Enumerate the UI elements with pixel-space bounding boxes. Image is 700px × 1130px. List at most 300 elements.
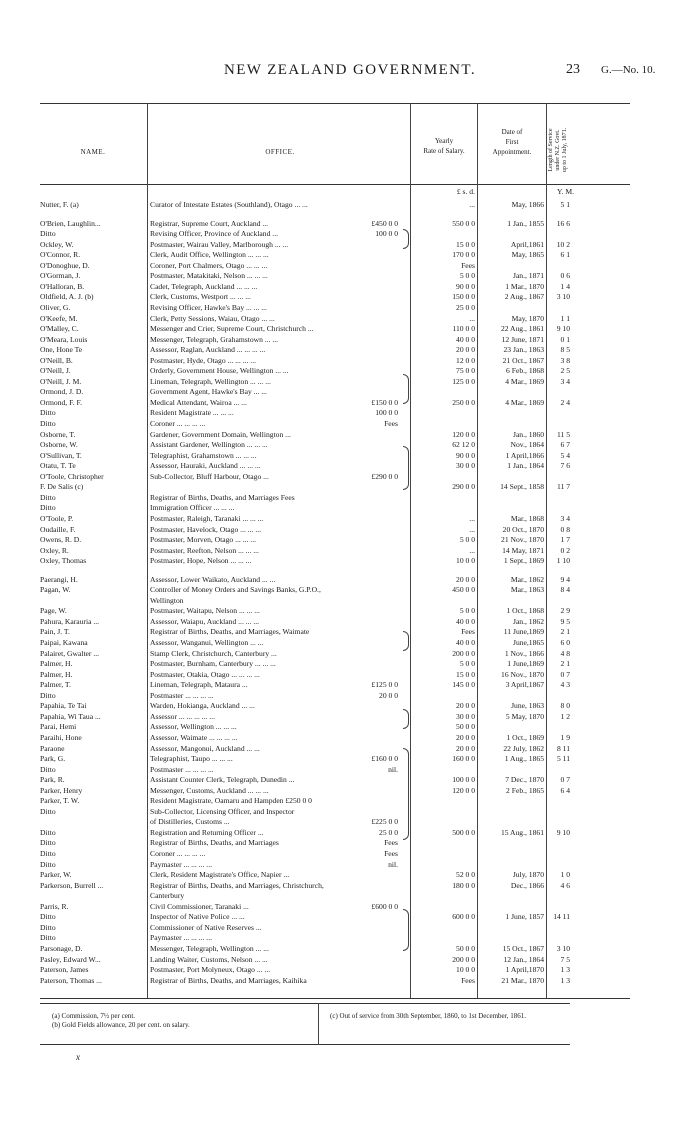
cell-name: O'Halloran, B.	[40, 281, 85, 291]
cell-appt: 7 Dec., 1870	[505, 775, 544, 785]
cell-service: 6 1	[560, 250, 570, 260]
cell-appt: 20 Oct., 1870	[502, 524, 544, 534]
cell-office: Cadet, Telegraph, Auckland ... ... ...	[150, 281, 258, 291]
cell-service: 4 6	[560, 880, 570, 890]
cell-office: Postmaster ... ... ... ...	[150, 764, 214, 774]
cell-name: Papahia, Te Tai	[40, 701, 87, 711]
cell-name: Paerangi, H.	[40, 574, 78, 584]
cell-name: Pagan, W.	[40, 585, 71, 595]
cell-salary: 120 0 0	[452, 429, 475, 439]
cell-service: 9 5	[560, 616, 570, 626]
service-heading-line1: Length of Service	[548, 128, 554, 172]
cell-service: 10 2	[556, 239, 570, 249]
cell-service: 3 10	[556, 292, 570, 302]
cell-salary: ...	[469, 200, 475, 209]
cell-salary: 90 0 0	[456, 281, 475, 291]
cell-office: Registrar of Births, Deaths, and Marriages Fees	[150, 492, 295, 502]
cell-salary: 50 0 0	[456, 722, 475, 732]
cell-office: Inspector of Native Police ... ...	[150, 912, 245, 922]
cell-name: Ockley, W.	[40, 239, 74, 249]
cell-service: 2 9	[560, 606, 570, 616]
cell-name: Ditto	[40, 838, 56, 848]
cell-office: Resident Magistrate, Oamaru and Hampden £250 0 0	[150, 796, 312, 806]
cell-amount: 25 0 0	[379, 827, 398, 837]
cell-name: Palairet, Gwalter ...	[40, 648, 100, 658]
cell-appt: 21 Oct., 1867	[502, 355, 544, 365]
cell-office: Assessor, Wanganui, Wellington ... ...	[150, 638, 264, 647]
cell-name: Paterson, James	[40, 965, 89, 975]
cell-office: Postmaster, Raleigh, Taranaki ... ... ...	[150, 513, 264, 523]
cell-appt: May, 1870	[511, 313, 544, 323]
cell-salary: 30 0 0	[456, 711, 475, 721]
cell-name: Osborne, T.	[40, 429, 76, 439]
cell-appt: Dec., 1866	[510, 880, 544, 890]
cell-office: Telegraphist, Grahamstown ... ... ...	[150, 450, 257, 460]
cell-office: Messenger, Telegraph, Wellington ... ...	[150, 943, 269, 953]
cell-name: Parsonage, D.	[40, 943, 83, 953]
cell-service: 3 8	[560, 355, 570, 365]
cell-name: O'Connor, R.	[40, 250, 81, 260]
cell-amount: £290 0 0	[371, 471, 398, 481]
cell-appt: 22 July, 1862	[503, 743, 544, 753]
cell-appt: Jan., 1860	[512, 429, 544, 439]
cell-name: Parker, W.	[40, 870, 72, 880]
cell-salary: 5 0 0	[459, 535, 475, 545]
cell-name: Ormond, F. F.	[40, 397, 83, 407]
cell-name: Ditto	[40, 229, 56, 239]
cell-name: O'Brien, Laughlin...	[40, 218, 101, 228]
cell-name: O'Gorman, J.	[40, 271, 81, 281]
cell-office: Postmaster, Hyde, Otago ... ... ... ...	[150, 355, 256, 365]
cell-name: Palmer, H.	[40, 669, 73, 679]
cell-service: 14 11	[553, 912, 570, 922]
cell-office: Postmaster, Hope, Nelson ... ... ...	[150, 556, 252, 566]
cell-office: Registrar of Births, Deaths, and Marriages, Waimate	[150, 627, 310, 637]
cell-name: Parris, R.	[40, 901, 69, 911]
cell-office: Assessor ... ... ... ... ...	[150, 711, 215, 721]
cell-name: Ormond, J. D.	[40, 387, 84, 397]
cell-service: 2 5	[560, 366, 570, 376]
cell-salary: ...	[469, 545, 475, 555]
cell-salary: 250 0 0	[452, 397, 475, 407]
cell-service: 1 2	[560, 711, 570, 721]
cell-office: Assistant Gardener, Wellington ... ... ...	[150, 440, 268, 450]
cell-office: Assessor, Wellington ... ... ...	[150, 722, 237, 732]
cell-service: 3 4	[560, 376, 570, 386]
cell-office: Sub-Collector, Licensing Officer, and Inspector	[150, 806, 295, 816]
cell-salary: Fees	[461, 260, 475, 270]
cell-service: 7 6	[560, 461, 570, 471]
cell-name: Oxley, Thomas	[40, 556, 87, 566]
cell-service: 1 9	[560, 732, 570, 742]
footnote-b: (b) Gold Fields allowance, 20 per cent. on salary.	[52, 1021, 190, 1029]
salary-units: £ s. d.	[456, 187, 475, 196]
cell-service: 2 1	[560, 659, 570, 669]
cell-name: Oudaille, F.	[40, 524, 76, 534]
cell-salary: 20 0 0	[456, 732, 475, 742]
cell-name: O'Toole, Christopher	[40, 471, 104, 481]
cell-appt: Jan., 1862	[512, 616, 544, 626]
cell-office: Orderly, Government House, Wellington ... ...	[150, 366, 289, 376]
cell-name: Oldfield, A. J. (b)	[40, 292, 94, 302]
cell-name: O'Neill, J. M.	[40, 376, 82, 386]
cell-salary: 20 0 0	[456, 574, 475, 584]
cell-name: Park, G.	[40, 754, 66, 764]
cell-appt: Nov., 1864	[510, 440, 544, 450]
cell-name: Ditto	[40, 827, 56, 837]
cell-office: Telegraphist, Taupo ... ... ...	[150, 754, 233, 764]
cell-office: Assistant Counter Clerk, Telegraph, Dunedin ...	[150, 775, 295, 785]
cell-name: Paraone	[40, 743, 65, 753]
cell-appt: 21 Nov., 1870	[501, 535, 544, 545]
cell-service: 6 7	[560, 440, 570, 450]
cell-office: Registrar of Births, Deaths, and Marriages, Christchurch,	[150, 880, 324, 890]
cell-office: Revising Officer, Province of Auckland ...	[150, 229, 278, 239]
cell-service: 5 4	[560, 450, 570, 460]
cell-salary: 20 0 0	[456, 743, 475, 753]
cell-service: 5 11	[556, 754, 570, 764]
cell-name: O'Neill, J.	[40, 366, 71, 376]
cell-office: Landing Waiter, Customs, Nelson ... ...	[150, 954, 268, 964]
cell-name: One, Hone Te	[40, 345, 83, 355]
cell-service: 1 3	[560, 975, 570, 985]
cell-office: Clerk, Resident Magistrate's Office, Napier ...	[150, 870, 290, 880]
cell-appt: 1 June,1869	[507, 659, 544, 669]
cell-appt: 21 Mar., 1870	[501, 975, 544, 985]
cell-appt: 22 Aug., 1861	[500, 324, 544, 334]
cell-salary: 40 0 0	[456, 638, 475, 647]
salary-heading-line1: Yearly	[434, 137, 454, 145]
cell-salary: 200 0 0	[452, 648, 475, 658]
cell-service: 0 7	[560, 775, 570, 785]
cell-service: 6 0	[560, 638, 570, 647]
cell-name: Paterson, Thomas ...	[40, 975, 102, 985]
cell-salary: 52 0 0	[456, 870, 475, 880]
cell-office: Assessor, Mangonui, Auckland ... ...	[150, 743, 260, 753]
cell-name: O'Donoghue, D.	[40, 260, 90, 270]
cell-service: 11 5	[556, 429, 570, 439]
cell-appt: 12 Jan., 1864	[503, 954, 544, 964]
cell-name: Nutter, F. (a)	[40, 200, 79, 209]
page-title: NEW ZEALAND GOVERNMENT.	[223, 62, 477, 78]
cell-salary: 290 0 0	[452, 482, 475, 492]
cell-salary: Fees	[461, 627, 475, 637]
cell-salary: 120 0 0	[452, 785, 475, 795]
cell-office: Postmaster, Matakitaki, Nelson ... ... ...	[150, 271, 268, 281]
cell-name: Ditto	[40, 492, 56, 502]
cell-office: Resident Magistrate ... ... ...	[150, 408, 234, 418]
cell-office: Clerk, Customs, Westport ... ... ...	[150, 292, 251, 302]
cell-office: Assessor, Lower Waikato, Auckland ... ...	[150, 574, 276, 584]
cell-office: Government Agent, Hawke's Bay ... ...	[150, 387, 267, 397]
cell-appt: 4 Mar., 1869	[505, 397, 544, 407]
cell-name: Osborne, W.	[40, 440, 78, 450]
cell-service: 4 3	[560, 680, 570, 690]
cell-service: 0 6	[560, 271, 570, 281]
cell-name: Parker, Henry	[40, 785, 83, 795]
cell-office: Commissioner of Native Reserves ...	[150, 922, 262, 932]
cell-office: Clerk, Petty Sessions, Waiau, Otago ... ...	[150, 313, 275, 323]
cell-service: 2 1	[560, 627, 570, 637]
cell-appt: 1 Jan., 1864	[507, 461, 544, 471]
cell-office: Coroner, Port Chalmers, Otago ... ... ...	[150, 260, 268, 270]
cell-office: Civil Commissioner, Taranaki ...	[150, 901, 249, 911]
cell-salary: 100 0 0	[452, 775, 475, 785]
cell-office: Messenger and Crier, Supreme Court, Christchurch ...	[150, 324, 314, 334]
cell-service: 8 0	[560, 701, 570, 711]
cell-appt: 1 June, 1857	[505, 912, 544, 922]
cell-appt: 14 Sept., 1858	[500, 482, 544, 492]
cell-name: Owens, R. D.	[40, 535, 82, 545]
cell-appt: 1 April,1866	[505, 450, 544, 460]
cell-service: 1 3	[560, 965, 570, 975]
cell-office: Assessor, Raglan, Auckland ... ... ... ...	[150, 345, 266, 355]
appt-heading-line1: Date of	[501, 128, 523, 136]
cell-salary: 5 0 0	[459, 606, 475, 616]
cell-salary: 550 0 0	[452, 218, 475, 228]
cell-office: Sub-Collector, Bluff Harbour, Otago ...	[150, 471, 269, 481]
cell-salary: 200 0 0	[452, 954, 475, 964]
cell-appt: April,1861	[510, 239, 544, 249]
cell-amount: 20 0 0	[379, 690, 398, 700]
salary-heading-line2: Rate of Salary.	[423, 147, 465, 155]
cell-salary: 10 0 0	[456, 965, 475, 975]
cell-amount: nil.	[388, 859, 398, 869]
cell-office: Clerk, Audit Office, Wellington ... ... ...	[150, 250, 269, 260]
signature-mark: x	[76, 1052, 80, 1062]
cell-name: F. De Salis (c)	[40, 482, 84, 492]
cell-amount: Fees	[384, 838, 398, 848]
cell-appt: May, 1865	[511, 250, 544, 260]
footnote-c: (c) Out of service from 30th September, 1860, to 1st December, 1861.	[330, 1012, 526, 1020]
cell-name: O'Meara, Louis	[40, 334, 88, 344]
cell-service: 1 0	[560, 870, 570, 880]
cell-salary: ...	[469, 513, 475, 523]
cell-salary: 145 0 0	[452, 680, 475, 690]
cell-amount: £160 0 0	[371, 754, 398, 764]
cell-appt: 3 April,1867	[505, 680, 544, 690]
cell-salary: 110 0 0	[452, 324, 475, 334]
cell-name: Ditto	[40, 859, 56, 869]
cell-appt: 1 Aug., 1865	[504, 754, 544, 764]
footnote-bottom-rule	[40, 1044, 570, 1045]
cell-appt: 14 May, 1871	[502, 545, 544, 555]
cell-name: Ditto	[40, 849, 56, 858]
cell-service: 11 7	[556, 482, 570, 492]
cell-service: 8 5	[560, 345, 570, 355]
cell-name: Oxley, R.	[40, 545, 69, 555]
cell-salary: 12 0 0	[456, 355, 475, 365]
cell-office: Postmaster ... ... ... ...	[150, 690, 214, 700]
cell-service: 1 1	[560, 313, 570, 323]
cell-amount: Fees	[384, 419, 398, 428]
service-heading-line2: under N.Z. Govt.	[555, 129, 561, 171]
cell-office: Postmaster, Wairau Valley, Marlborough ... ...	[150, 239, 289, 249]
cell-name: O'Neill, B.	[40, 355, 73, 365]
cell-appt: 2 Feb., 1865	[506, 785, 544, 795]
cell-office: Lineman, Telegraph, Mataura ...	[150, 680, 248, 690]
cell-name: Parker, T. W.	[40, 796, 80, 806]
cell-service: 0 2	[560, 545, 570, 555]
cell-appt: 1 April,1870	[505, 965, 544, 975]
cell-office: Messenger, Telegraph, Grahamstown ... ...	[150, 334, 279, 344]
cell-office: Postmaster, Otakia, Otago ... ... ... ...	[150, 669, 260, 679]
cell-service: 0 1	[560, 334, 570, 344]
cell-salary: 90 0 0	[456, 450, 475, 460]
cell-service: 2 4	[560, 397, 570, 407]
cell-office: Assessor, Waimate ... ... ... ...	[150, 732, 238, 742]
cell-office: Paymaster ... ... ... ...	[150, 933, 213, 943]
cell-office: Postmaster, Morven, Otago ... ... ...	[150, 535, 256, 545]
cell-appt: 16 Nov., 1870	[501, 669, 544, 679]
cell-name: Oliver, G.	[40, 302, 71, 312]
cell-salary: 160 0 0	[452, 754, 475, 764]
column-header-name: NAME.	[80, 148, 106, 156]
cell-office: Canterbury	[150, 891, 185, 901]
cell-appt: 1 Mar., 1870	[505, 281, 544, 291]
cell-salary: 20 0 0	[456, 701, 475, 711]
cell-name: O'Keefe, M.	[40, 313, 78, 323]
cell-name: Ditto	[40, 922, 56, 932]
cell-office: Postmaster, Port Molyneux, Otago ... ...	[150, 965, 271, 975]
cell-name: Ditto	[40, 912, 56, 922]
cell-office: Postmaster, Havelock, Otago ... ... ...	[150, 524, 262, 534]
cell-service: 6 4	[560, 785, 570, 795]
cell-office: Gardener, Government Domain, Wellington ...	[150, 429, 291, 439]
cell-amount: 100 0 0	[375, 229, 398, 239]
cell-salary: 150 0 0	[452, 292, 475, 302]
cell-salary: 15 0 0	[456, 239, 475, 249]
cell-service: 0 8	[560, 524, 570, 534]
cell-amount: £125 0 0	[371, 680, 398, 690]
cell-salary: 50 0 0	[456, 943, 475, 953]
cell-appt: 5 May, 1870	[505, 711, 544, 721]
cell-salary: 25 0 0	[456, 302, 475, 312]
cell-appt: 1 Jan., 1855	[507, 218, 544, 228]
footnote-a: (a) Commission, 7½ per cent.	[52, 1012, 136, 1020]
cell-office: Lineman, Telegraph, Wellington ... ... ...	[150, 376, 271, 386]
cell-service: 3 4	[560, 513, 570, 523]
cell-service: 1 10	[556, 556, 570, 566]
cell-appt: 11 June,1869	[503, 627, 544, 637]
cell-name: Ditto	[40, 419, 56, 428]
cell-office: Medical Attendant, Wairoa ... ...	[150, 397, 247, 407]
cell-appt: Mar., 1862	[510, 574, 544, 584]
cell-salary: ...	[469, 524, 475, 534]
cell-service: 9 4	[560, 574, 570, 584]
cell-salary: ...	[469, 313, 475, 323]
cell-service: 0 7	[560, 669, 570, 679]
cell-appt: June,1865	[512, 638, 544, 647]
cell-amount: 100 0 0	[375, 408, 398, 418]
cell-service: 7 5	[560, 954, 570, 964]
cell-salary: 30 0 0	[456, 461, 475, 471]
cell-appt: 1 Oct., 1869	[506, 732, 544, 742]
cell-office: Postmaster, Burnham, Canterbury ... ... ...	[150, 659, 276, 669]
cell-office: Assessor, Hauraki, Auckland ... ... ...	[150, 461, 261, 471]
cell-office: Postmaster, Reefton, Nelson ... ... ...	[150, 545, 259, 555]
cell-service: 1 7	[560, 535, 570, 545]
cell-name: Ditto	[40, 408, 56, 418]
cell-name: O'Toole, P.	[40, 513, 74, 523]
cell-salary: 500 0 0	[452, 827, 475, 837]
footnote-divider	[318, 1003, 319, 1045]
cell-service: 16 6	[556, 218, 570, 228]
cell-office: Warden, Hokianga, Auckland ... ...	[150, 701, 255, 711]
cell-appt: July, 1870	[512, 870, 544, 880]
cell-office: Registrar, Supreme Court, Auckland ...	[150, 218, 269, 228]
cell-office: of Distilleries, Customs ...	[150, 817, 230, 827]
cell-name: Ditto	[40, 690, 56, 700]
cell-appt: 2 Aug., 1867	[504, 292, 544, 302]
service-units: Y. M.	[557, 187, 574, 196]
cell-office: Curator of Intestate Estates (Southland), Otago ... ...	[150, 200, 308, 209]
cell-office: Paymaster ... ... ... ...	[150, 859, 213, 869]
cell-appt: 4 Mar., 1869	[505, 376, 544, 386]
cell-service: 3 10	[556, 943, 570, 953]
cell-appt: Mar., 1863	[510, 585, 544, 595]
cell-salary: Fees	[461, 975, 475, 985]
cell-service: 4 8	[560, 648, 570, 658]
cell-office: Assessor, Waiapu, Auckland ... ... ...	[150, 616, 260, 626]
cell-salary: 5 0 0	[459, 659, 475, 669]
cell-name: Palmer, T.	[40, 680, 71, 690]
cell-salary: 600 0 0	[452, 912, 475, 922]
cell-appt: 15 Aug., 1861	[500, 827, 544, 837]
cell-office: Messenger, Customs, Auckland ... ... ...	[150, 785, 269, 795]
cell-amount: Fees	[384, 849, 398, 858]
cell-name: Parkerson, Burrell ...	[40, 880, 104, 890]
cell-amount: nil.	[388, 764, 398, 774]
cell-amount: £600 0 0	[371, 901, 398, 911]
cell-appt: 1 Oct., 1868	[506, 606, 544, 616]
cell-service: 8 11	[556, 743, 570, 753]
service-heading-line3: up to 1 July, 1871.	[562, 127, 568, 173]
cell-name: O'Sullivan, T.	[40, 450, 82, 460]
cell-name: Pahura, Karauria ...	[40, 616, 100, 626]
column-header-office: OFFICE.	[265, 148, 295, 156]
cell-name: Ditto	[40, 503, 56, 513]
cell-office: Revising Officer, Hawke's Bay ... ... ...	[150, 302, 267, 312]
cell-appt: 6 Feb., 1868	[506, 366, 544, 376]
cell-office: Wellington	[150, 595, 184, 605]
cell-name: Papahia, Wi Taua ...	[40, 711, 101, 721]
cell-salary: 5 0 0	[459, 271, 475, 281]
cell-salary: 170 0 0	[452, 250, 475, 260]
cell-salary: 450 0 0	[452, 585, 475, 595]
cell-salary: 20 0 0	[456, 345, 475, 355]
cell-appt: 12 June, 1871	[501, 334, 544, 344]
cell-name: Ditto	[40, 806, 56, 816]
cell-appt: 15 Oct., 1867	[502, 943, 544, 953]
cell-name: Otatu, T. Te	[40, 461, 76, 471]
cell-name: Parai, Hemi	[40, 722, 77, 732]
cell-office: Registrar of Births, Deaths, and Marriages, Kaihika	[150, 975, 307, 985]
cell-appt: June, 1863	[511, 701, 544, 711]
cell-salary: 40 0 0	[456, 334, 475, 344]
cell-salary: 125 0 0	[452, 376, 475, 386]
cell-appt: May, 1866	[511, 200, 544, 209]
cell-amount: £225 0 0	[371, 817, 398, 827]
cell-name: Pasley, Edward W...	[40, 954, 101, 964]
cell-office: Coroner ... ... ... ...	[150, 419, 206, 428]
cell-name: Pain, J. T.	[40, 627, 70, 637]
appt-heading-line3: Appointment.	[492, 148, 532, 156]
cell-appt: 23 Jan., 1863	[503, 345, 544, 355]
page-number: 23	[566, 62, 580, 77]
cell-office: Coroner ... ... ... ...	[150, 849, 206, 858]
cell-service: 8 4	[560, 585, 570, 595]
